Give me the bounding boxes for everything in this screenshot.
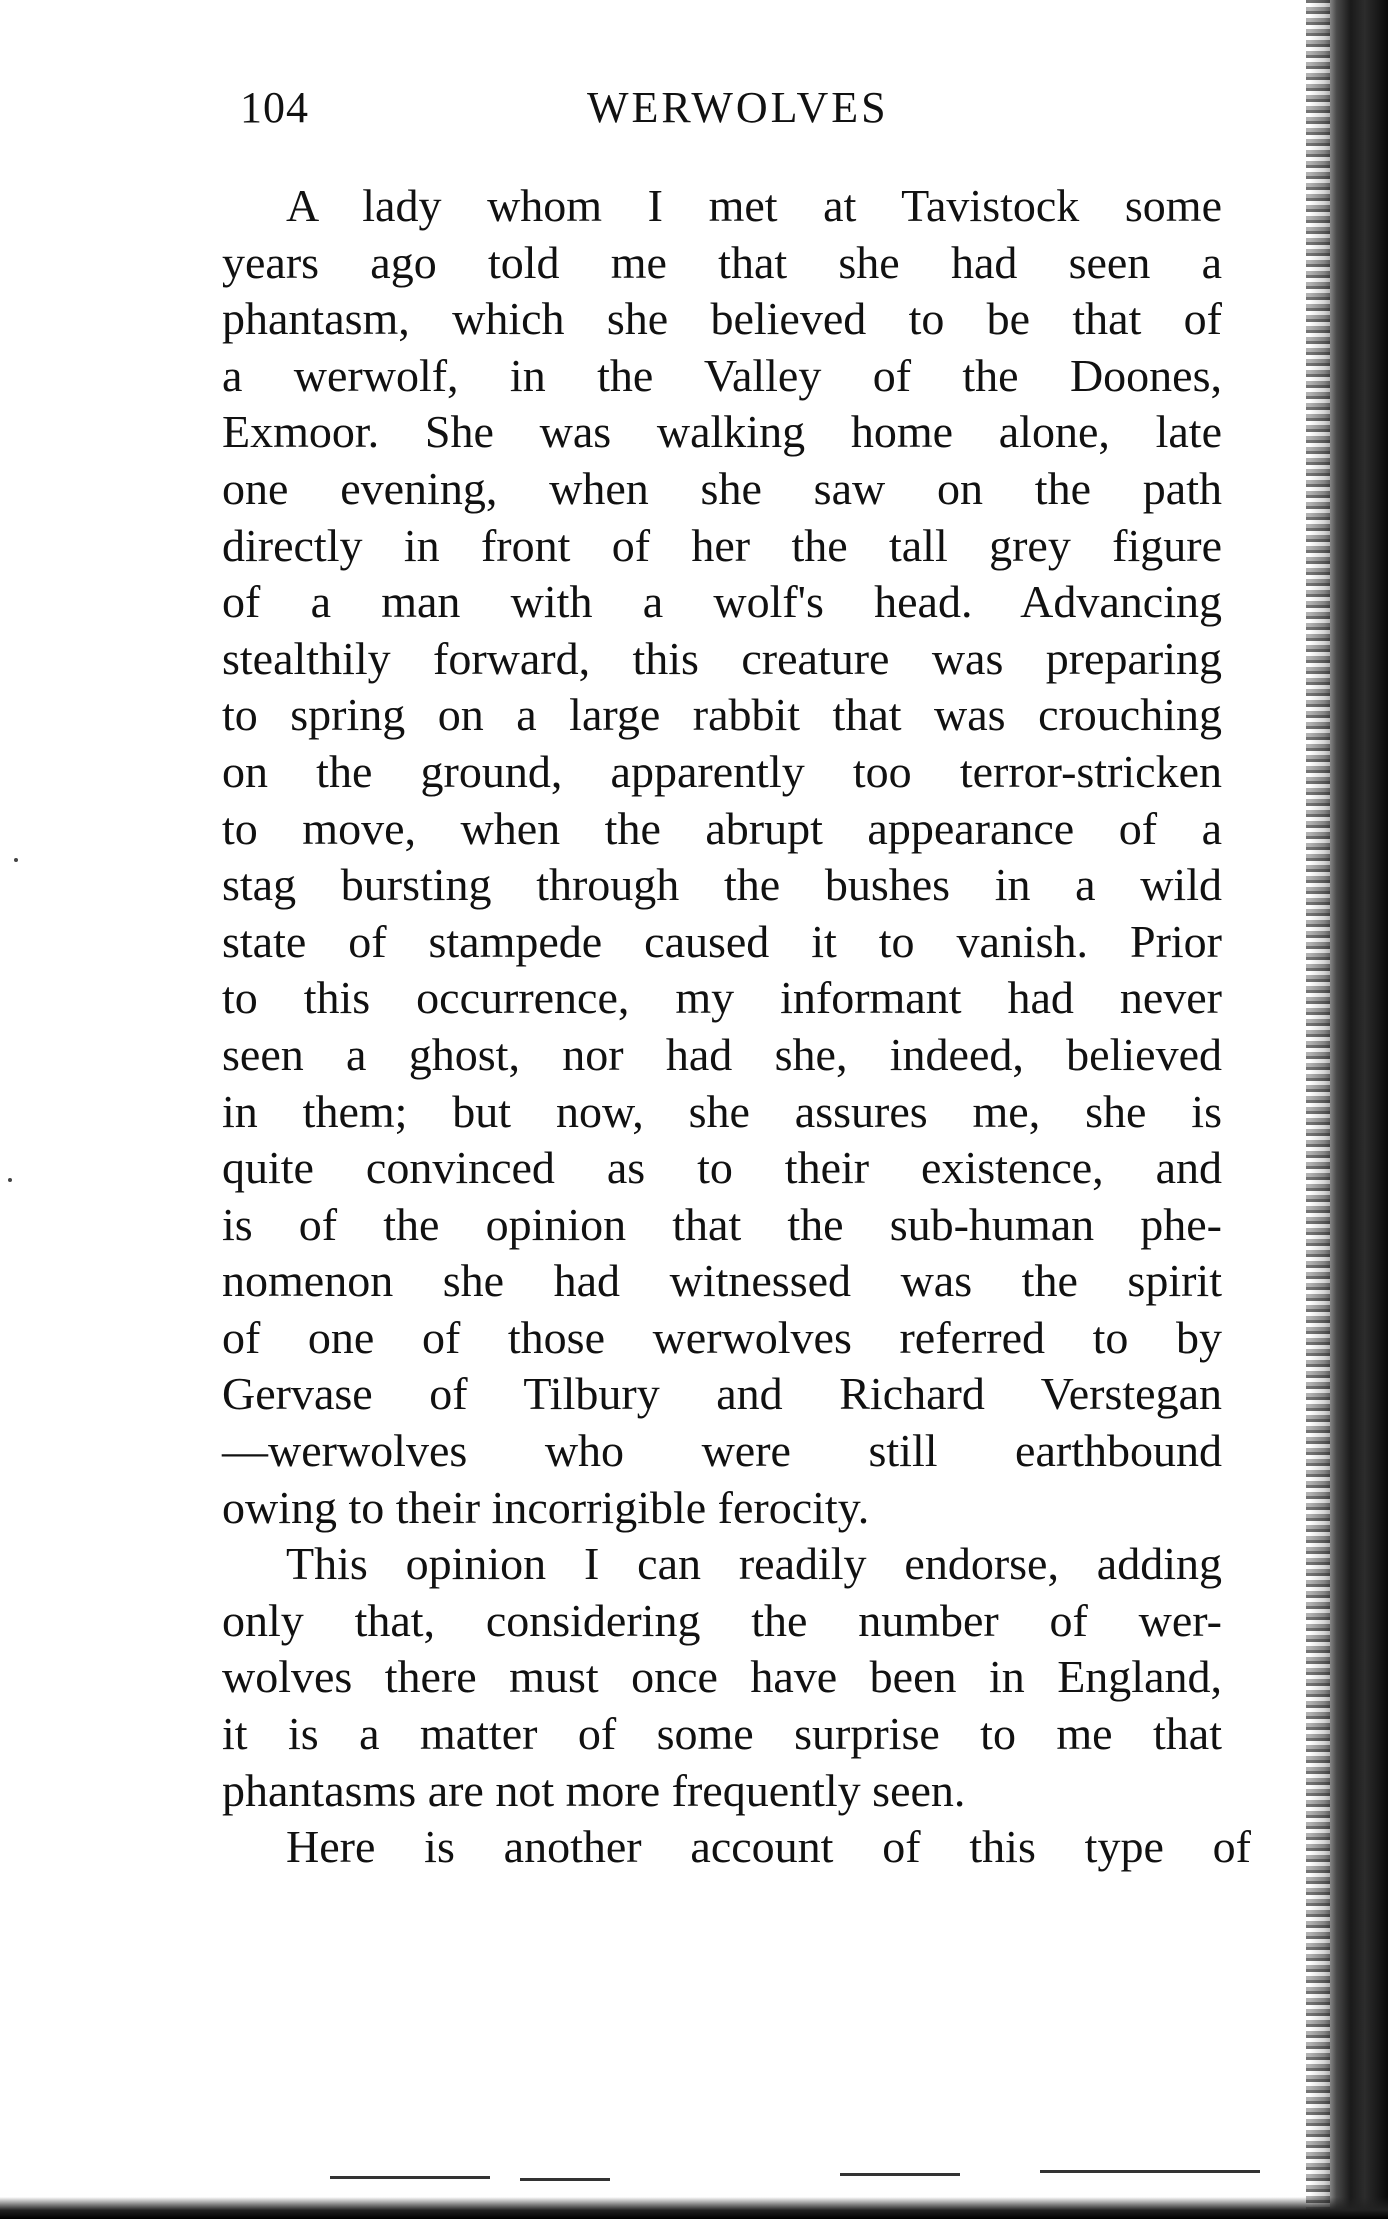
running-head	[232, 82, 1212, 142]
body-text	[222, 178, 1251, 1876]
page-bottom-shadow	[0, 2197, 1388, 2219]
scan-streak	[840, 2173, 960, 2176]
text-line: This opinion I can readily endorse, adding	[286, 1538, 1222, 1590]
scan-streak	[330, 2176, 490, 2179]
text-line: A lady whom I met at Tavistock some	[286, 180, 1222, 231]
scan-speck	[14, 858, 18, 862]
text-line: owing to their incorrigible ferocity.	[222, 1481, 870, 1533]
text-line: phantasms are not more frequently seen.	[222, 1764, 966, 1816]
text-line: years ago told me that she had seen a	[222, 236, 1222, 288]
text-line: seen a ghost, nor had she, indeed, believed	[222, 1028, 1222, 1080]
text-line: phantasm, which she believed to be that of	[222, 293, 1222, 345]
text-line: Gervase of Tilbury and Richard Verstegan	[222, 1368, 1222, 1420]
text-line: to this occurrence, my informant had never	[222, 972, 1222, 1024]
text-line: Exmoor. She was walking home alone, late	[222, 406, 1222, 458]
text-line: of a man with a wolf's head. Advancing	[222, 576, 1222, 628]
text-line: Here is another account of this type of	[286, 1821, 1251, 1873]
text-line: wolves there must once have been in England,	[222, 1651, 1222, 1703]
binding-texture	[1306, 0, 1330, 2219]
text-line: to spring on a large rabbit that was crouching	[222, 689, 1222, 741]
text-line: is of the opinion that the sub-human phe-	[222, 1198, 1222, 1250]
text-line: stealthily forward, this creature was preparing	[222, 632, 1222, 684]
scan-streak	[520, 2178, 610, 2181]
scan-streak	[1040, 2170, 1260, 2173]
text-line: of one of those werwolves referred to by	[222, 1311, 1222, 1363]
text-line: in them; but now, she assures me, she is	[222, 1085, 1222, 1137]
text-line: it is a matter of some surprise to me that	[222, 1708, 1222, 1760]
text-line: —werwolves who were still earthbound	[222, 1425, 1222, 1477]
text-line: stag bursting through the bushes in a wild	[222, 859, 1222, 911]
scan-speck	[8, 1178, 12, 1182]
text-line: state of stampede caused it to vanish. Prior	[222, 915, 1222, 967]
text-line: nomenon she had witnessed was the spirit	[222, 1255, 1222, 1307]
text-line: quite convinced as to their existence, and	[222, 1142, 1222, 1194]
text-line: a werwolf, in the Valley of the Doones,	[222, 349, 1222, 401]
text-line: one evening, when she saw on the path	[222, 462, 1222, 514]
text-line: to move, when the abrupt appearance of a	[222, 802, 1222, 854]
text-line: only that, considering the number of wer-	[222, 1594, 1222, 1646]
running-title: WERWOLVES	[587, 83, 889, 132]
page-number: 104	[240, 83, 309, 132]
text-line: on the ground, apparently too terror-stricken	[222, 745, 1222, 797]
text-line: directly in front of her the tall grey figure	[222, 519, 1222, 571]
